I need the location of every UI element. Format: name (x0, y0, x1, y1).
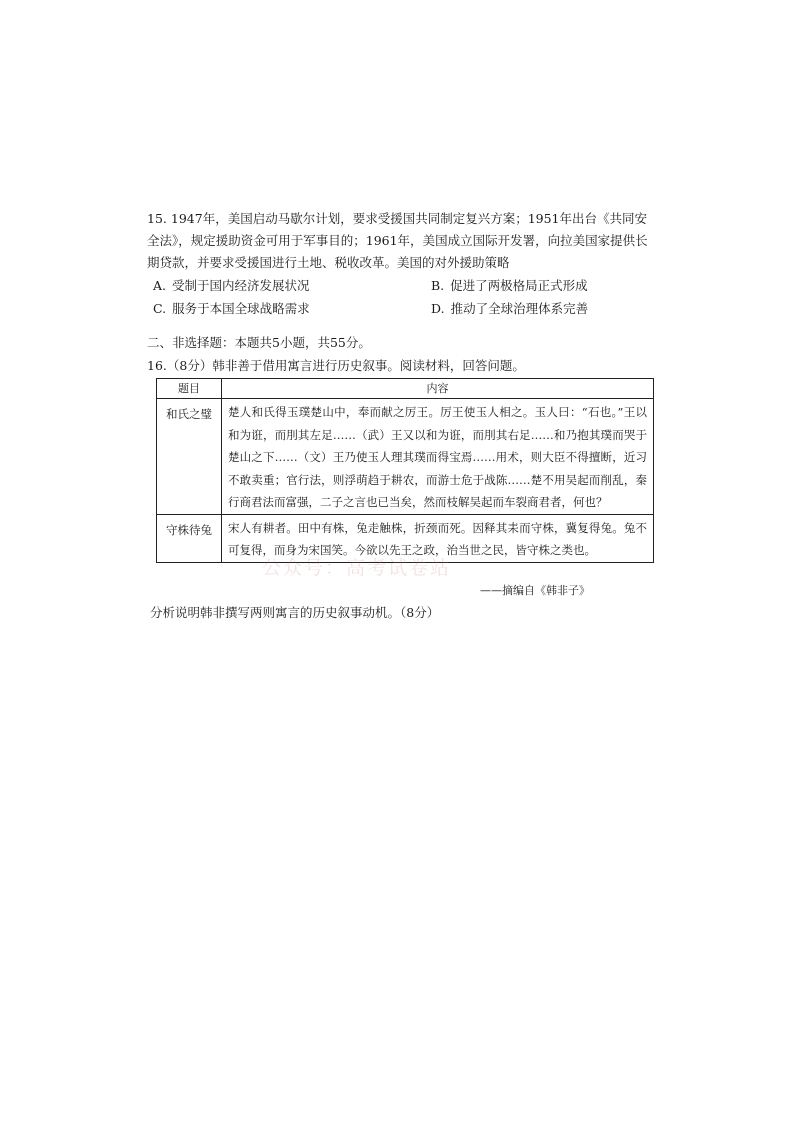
option-b (425, 275, 653, 297)
option-letter: D. (431, 301, 445, 316)
question-16-ask: 分析说明韩非撰写两则寓言的历史叙事动机。（8分） (150, 605, 440, 620)
option-letter: A. (153, 278, 167, 293)
option-c (147, 298, 425, 320)
option-text: 服务于本国全球战略需求 (172, 301, 310, 316)
material-table (156, 378, 654, 563)
row-title: 和氏之璧 (157, 399, 222, 515)
option-a (147, 275, 425, 297)
row-title: 守株待兔 (157, 514, 222, 562)
question-15-text: 1947年，美国启动马歇尔计划，要求受援国共同制定复兴方案；1951年出台《共同安全法》，规定援助资金可用于军事目的；1961年，美国成立国际开发署，向拉美国家提供长期贷款，并要求受援国进行土地、税收改革。美国的对外援助策略 (147, 211, 648, 270)
option-letter: B. (431, 278, 445, 293)
option-letter: C. (153, 301, 167, 316)
question-15-stem (147, 208, 653, 274)
table-header-title: 题目 (157, 379, 222, 399)
question-15-number: 15. (147, 211, 167, 226)
section-2-heading: 二、非选择题：本题共5小题，共55分。 (147, 335, 371, 350)
option-text: 推动了全球治理体系完善 (450, 301, 589, 316)
row-content: 楚人和氏得玉璞楚山中，奉而献之厉王。厉王使玉人相之。玉人曰：“石也。”王以和为诳，而刖其左足……（武）王又以和为诳，而刖其右足……和乃抱其璞而哭于楚山之下……（文）王乃使玉人理其璞而得宝焉……用术，则大臣不得擅断，近习不敢卖重；官行法，则浮萌趋于耕农，而游士危于战陈……楚不用吴起而削乱，秦行商君法而富强，二子之言也已当矣，然而枝解吴起而车裂商君者，何也？ (222, 399, 654, 515)
source-citation: ——摘编自《韩非子》 (480, 584, 590, 597)
option-d (425, 298, 653, 320)
table-header-content: 内容 (222, 379, 654, 399)
option-text: 受制于国内经济发展状况 (172, 278, 310, 293)
watermark: 公众号：高考试卷站 (262, 557, 452, 579)
question-15 (147, 208, 653, 320)
row-content: 宋人有耕者。田中有株，兔走触株，折颈而死。因释其耒而守株，冀复得兔。兔不可复得，而身为宋国笑。今欲以先王之政，治当世之民，皆守株之类也。 (222, 514, 654, 562)
table-header-row (157, 379, 654, 399)
option-text: 促进了两极格局正式形成 (450, 278, 588, 293)
question-15-options (147, 275, 653, 320)
table-row (157, 399, 654, 515)
question-16-prompt: 16.（8分）韩非善于借用寓言进行历史叙事。阅读材料，回答问题。 (147, 358, 525, 373)
